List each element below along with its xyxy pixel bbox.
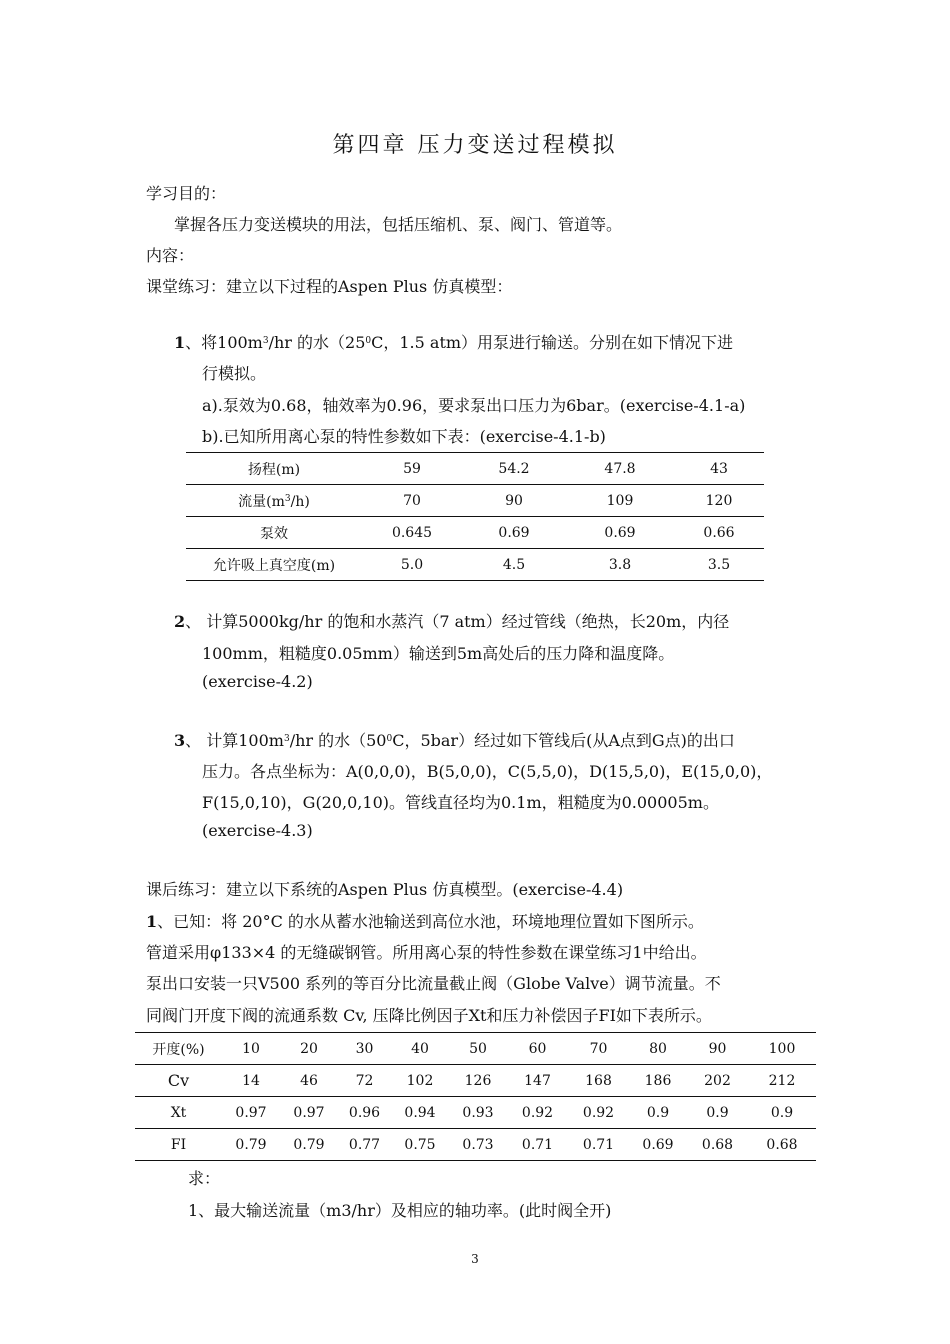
table-cell: 0.93 xyxy=(449,1097,507,1129)
table-row xyxy=(135,1033,816,1065)
content-heading: 内容： xyxy=(146,246,195,265)
table-cell: 4.5 xyxy=(502,556,526,573)
table-cell: 0.75 xyxy=(404,1136,436,1153)
table-cell: 0.645 xyxy=(362,517,462,549)
table-cell: 3.8 xyxy=(608,556,632,573)
table-cell: 126 xyxy=(449,1065,507,1097)
table-cell: 0.69 xyxy=(566,517,674,549)
table-cell: 43 xyxy=(674,453,764,485)
table-cell: 72 xyxy=(338,1065,391,1097)
exercise-3-line1: 3、 计算$100m^3/hr$ 的水（$50^0C$，5bar）经过如下管线后(从A点到G点)的出口 xyxy=(174,731,735,750)
row-label: Xt xyxy=(135,1097,222,1129)
table-cell: 186 xyxy=(629,1065,687,1097)
table-cell: 0.92 xyxy=(507,1097,568,1129)
table-row xyxy=(186,549,764,581)
table-cell: 0.73 xyxy=(462,1136,494,1153)
exercise-3-line2: 压力。各点坐标为：A(0,0,0)，B(5,0,0)，C(5,5,0)，D(15,5,0)，E(15,0,0)， xyxy=(202,762,773,781)
exercise-3-number: 3 xyxy=(174,731,186,750)
table-cell: 0.97 xyxy=(280,1097,338,1129)
table-cell: 3.5 xyxy=(707,556,731,573)
valve-characteristics-table xyxy=(135,1032,816,1161)
table-row xyxy=(135,1129,816,1161)
homework-1-line2: 管道采用φ133×4 的无缝碳钢管。所用离心泵的特性参数在课堂练习1中给出。 xyxy=(146,943,707,962)
homework-1-number: 1 xyxy=(146,912,158,931)
table-cell: 0.9 xyxy=(629,1097,687,1129)
table-cell: 60 xyxy=(507,1033,568,1065)
row-label: Cv xyxy=(135,1065,222,1097)
table-cell: 0.66 xyxy=(674,517,764,549)
table-cell: 0.71 xyxy=(521,1136,554,1153)
table-cell: 90 xyxy=(687,1033,748,1065)
pump-characteristics-table xyxy=(186,452,764,581)
exercise-1-line1: 1、将$100m^3/hr$ 的水（$25^0C$，1.5 atm）用泵进行输送。分别在如下情况下进 xyxy=(174,333,734,352)
exercise-2-line2: 100mm，粗糙度0.05mm）输送到5m高处后的压力降和温度降。 xyxy=(202,644,675,663)
table-cell: 47.8 xyxy=(566,453,674,485)
exercise-2-number: 2 xyxy=(174,612,186,631)
table-cell: 147 xyxy=(507,1065,568,1097)
row-label: 流量$(m^3/h)$ xyxy=(186,485,362,517)
exercise-1-b: b).已知所用离心泵的特性参数如下表：(exercise-4.1-b) xyxy=(202,427,606,446)
table-cell: 54.2 xyxy=(462,453,566,485)
exercise-1-line2: 行模拟。 xyxy=(202,364,267,383)
table-cell: 0.96 xyxy=(338,1097,391,1129)
class-exercise-intro: 课堂练习：建立以下过程的Aspen Plus 仿真模型： xyxy=(146,277,513,296)
objective-heading: 学习目的： xyxy=(146,184,227,203)
table-cell: 168 xyxy=(568,1065,629,1097)
exercise-2-line1: 2、 计算5000kg/hr 的饱和水蒸汽（7 atm）经过管线（绝热，长20m，内径 xyxy=(174,612,730,631)
table-cell: 0.68 xyxy=(766,1136,798,1153)
row-label: 允许吸上真空度(m) xyxy=(212,557,336,574)
homework-intro: 课后练习：建立以下系统的Aspen Plus 仿真模型。(exercise-4.4) xyxy=(146,880,624,899)
page-title: 第四章 压力变送过程模拟 xyxy=(332,133,618,158)
table-cell: 0.79 xyxy=(235,1136,267,1153)
homework-1-line3: 泵出口安装一只V500 系列的等百分比流量截止阀（Globe Valve）调节流量。不 xyxy=(146,974,721,993)
exercise-2-line3: (exercise-4.2) xyxy=(202,672,313,691)
table-cell: 0.94 xyxy=(391,1097,449,1129)
table-cell: 70 xyxy=(568,1033,629,1065)
table-cell: 46 xyxy=(280,1065,338,1097)
exercise-3-line3: F(15,0,10)，G(20,0,10)。管线直径均为0.1m，粗糙度为0.00005m。 xyxy=(202,793,719,812)
table-cell: 20 xyxy=(280,1033,338,1065)
table-cell: 102 xyxy=(391,1065,449,1097)
page-number: 3 xyxy=(471,1252,479,1266)
exercise-1-number: 1 xyxy=(174,333,186,352)
homework-1-line1: 1、已知：将 20°C 的水从蓄水池输送到高位水池，环境地理位置如下图所示。 xyxy=(146,912,704,931)
table-cell: 30 xyxy=(338,1033,391,1065)
table-cell: 0.69 xyxy=(462,517,566,549)
table-cell: 0.92 xyxy=(568,1097,629,1129)
table-cell: 0.9 xyxy=(748,1097,816,1129)
table-cell: 70 xyxy=(362,485,462,517)
ask-label: 求： xyxy=(188,1169,221,1188)
table-cell: 0.68 xyxy=(701,1136,734,1153)
objective-text: 掌握各压力变送模块的用法，包括压缩机、泵、阀门、管道等。 xyxy=(174,215,623,234)
table-cell: 80 xyxy=(629,1033,687,1065)
table-cell: 212 xyxy=(748,1065,816,1097)
table-cell: 5.0 xyxy=(400,556,424,573)
table-cell: 59 xyxy=(362,453,462,485)
exercise-1-a: a).泵效为0.68，轴效率为0.96，要求泵出口压力为6bar。(exercise-4.1-a) xyxy=(202,396,746,415)
table-cell: 109 xyxy=(566,485,674,517)
question-1: 1、最大输送流量（m3/hr）及相应的轴功率。(此时阀全开) xyxy=(188,1201,612,1220)
table-cell: 0.79 xyxy=(293,1136,325,1153)
table-row xyxy=(135,1065,816,1097)
table-cell: 50 xyxy=(449,1033,507,1065)
table-cell: 202 xyxy=(687,1065,748,1097)
table-cell: 14 xyxy=(222,1065,280,1097)
table-row xyxy=(186,485,764,517)
table-cell: 10 xyxy=(222,1033,280,1065)
table-row xyxy=(135,1097,816,1129)
table-cell: 0.9 xyxy=(687,1097,748,1129)
row-label: 扬程(m) xyxy=(186,453,362,485)
table-cell: 0.71 xyxy=(582,1136,615,1153)
row-label: FI xyxy=(170,1136,187,1153)
homework-1-line4: 同阀门开度下阀的流通系数 Cv, 压降比例因子Xt和压力补偿因子FI如下表所示。 xyxy=(146,1006,712,1025)
table-cell: 100 xyxy=(748,1033,816,1065)
table-cell: 0.77 xyxy=(348,1136,381,1153)
row-label: 泵效 xyxy=(186,517,362,549)
exercise-3-line4: (exercise-4.3) xyxy=(202,821,313,840)
row-label: 开度(%) xyxy=(135,1033,222,1065)
table-cell: 90 xyxy=(462,485,566,517)
table-cell: 0.69 xyxy=(642,1136,674,1153)
table-row xyxy=(186,453,764,485)
table-cell: 40 xyxy=(391,1033,449,1065)
table-cell: 0.97 xyxy=(222,1097,280,1129)
table-row xyxy=(186,517,764,549)
table-cell: 120 xyxy=(674,485,764,517)
